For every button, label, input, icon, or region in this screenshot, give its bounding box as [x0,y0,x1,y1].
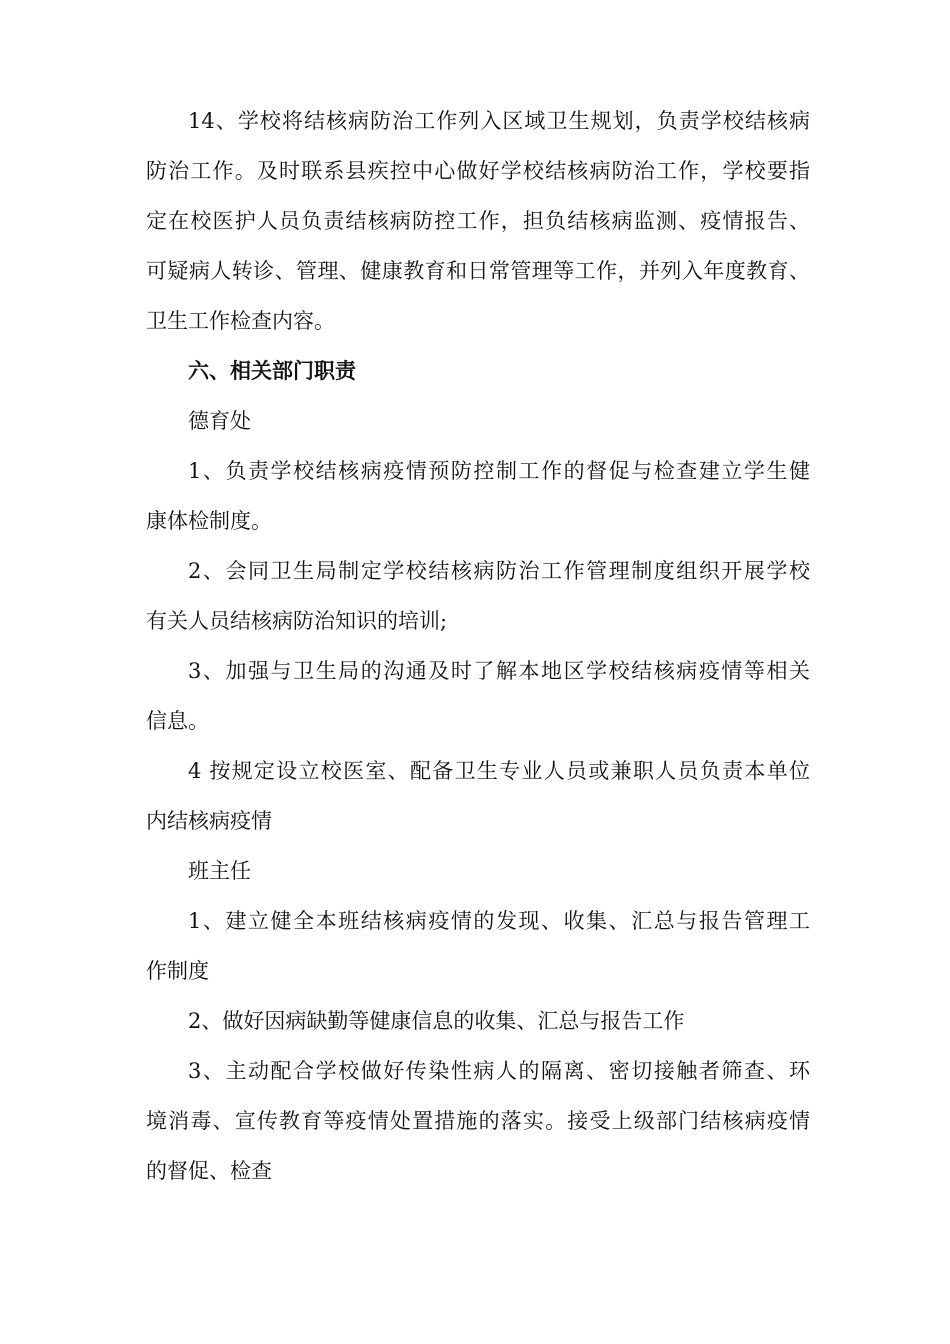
deyuchu-item-3-line-1: 3、加强与卫生局的沟通及时了解本地区学校结核病疫情等相关 [188,659,810,683]
subheading-banzhuren: 班主任 [188,859,251,883]
para-14-line-1: 14、学校将结核病防治工作列入区域卫生规划，负责学校结核病 [188,109,810,133]
document-page [146,96,810,1196]
banzhuren-item-1-line-1: 1、建立健全本班结核病疫情的发现、收集、汇总与报告管理工 [188,909,810,933]
banzhuren-item-3-line-2: 境消毒、宣传教育等疫情处置措施的落实。接受上级部门结核病疫情 [146,1109,810,1133]
deyuchu-item-1-line-2: 康体检制度。 [146,509,272,533]
banzhuren-item-3-line-3: 的督促、检查 [146,1159,272,1183]
deyuchu-item-2-line-2: 有关人员结核病防治知识的培训; [146,609,448,633]
para-14-line-3: 定在校医护人员负责结核病防控工作，担负结核病监测、疫情报告、 [146,209,810,233]
deyuchu-item-2-line-1: 2、会同卫生局制定学校结核病防治工作管理制度组织开展学校 [188,559,810,583]
banzhuren-item-3-line-1: 3、主动配合学校做好传染性病人的隔离、密切接触者筛查、环 [188,1059,810,1083]
deyuchu-item-1-line-1: 1、负责学校结核病疫情预防控制工作的督促与检查建立学生健 [188,459,810,483]
section-heading: 六、相关部门职责 [188,358,356,383]
banzhuren-item-2-line-1: 2、做好因病缺勤等健康信息的收集、汇总与报告工作 [188,1009,685,1033]
banzhuren-item-1-line-2: 作制度 [146,959,209,983]
deyuchu-item-4-line-2: 内结核病疫情 [146,809,272,833]
para-14-line-4: 可疑病人转诊、管理、健康教育和日常管理等工作，并列入年度教育、 [146,259,810,283]
deyuchu-item-4-line-1: 4 按规定设立校医室、配备卫生专业人员或兼职人员负责本单位 [188,759,810,783]
para-14-line-5: 卫生工作检查内容。 [146,309,335,333]
subheading-deyuchu: 德育处 [188,409,251,433]
para-14-line-2: 防治工作。及时联系县疾控中心做好学校结核病防治工作，学校要指 [146,159,810,183]
deyuchu-item-3-line-2: 信息。 [146,709,209,733]
